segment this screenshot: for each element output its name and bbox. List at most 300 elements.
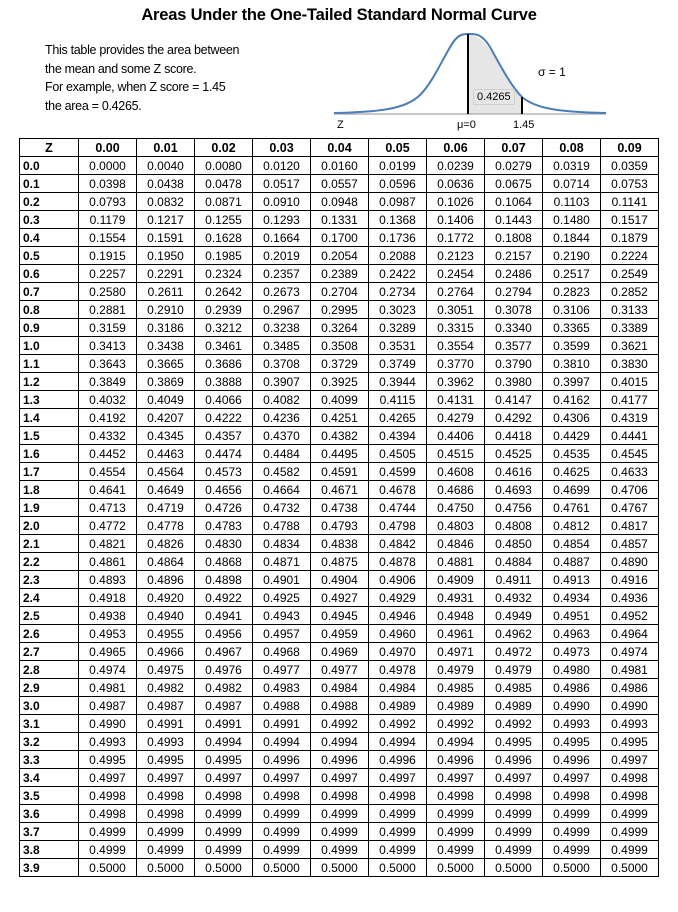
- table-row: [20, 787, 659, 805]
- area-value-cell: 0.1368: [369, 211, 427, 229]
- area-value-cell: 0.4878: [369, 553, 427, 571]
- area-value-cell: 0.4987: [137, 697, 195, 715]
- area-value-cell: 0.4999: [427, 823, 485, 841]
- area-value-cell: 0.4861: [79, 553, 137, 571]
- area-value-cell: 0.4999: [79, 823, 137, 841]
- area-value-cell: 0.4999: [485, 805, 543, 823]
- z-value-cell: 2.7: [20, 643, 79, 661]
- area-value-cell: 0.4994: [369, 733, 427, 751]
- area-value-cell: 0.4957: [253, 625, 311, 643]
- area-value-cell: 0.0832: [137, 193, 195, 211]
- column-header: 0.00: [79, 139, 137, 157]
- z-value-cell: 0.3: [20, 211, 79, 229]
- area-value-cell: 0.1950: [137, 247, 195, 265]
- table-row: [20, 859, 659, 877]
- area-value-cell: 0.4913: [543, 571, 601, 589]
- table-row: [20, 841, 659, 859]
- area-value-cell: 0.3531: [369, 337, 427, 355]
- table-row: [20, 823, 659, 841]
- area-value-cell: 0.4999: [311, 823, 369, 841]
- area-value-cell: 0.4995: [601, 733, 659, 751]
- area-value-cell: 0.4989: [485, 697, 543, 715]
- z-value-cell: 2.0: [20, 517, 79, 535]
- area-value-cell: 0.4976: [195, 661, 253, 679]
- area-value-cell: 0.4131: [427, 391, 485, 409]
- z-value-cell: 1.1: [20, 355, 79, 373]
- area-value-cell: 0.4896: [137, 571, 195, 589]
- z-value-cell: 3.9: [20, 859, 79, 877]
- area-value-cell: 0.1808: [485, 229, 543, 247]
- area-value-cell: 0.4817: [601, 517, 659, 535]
- area-value-cell: 0.4941: [195, 607, 253, 625]
- area-value-cell: 0.4995: [79, 751, 137, 769]
- area-value-cell: 0.4394: [369, 427, 427, 445]
- area-value-cell: 0.3888: [195, 373, 253, 391]
- area-value-cell: 0.4573: [195, 463, 253, 481]
- table-header-row: [20, 139, 659, 157]
- area-value-cell: 0.4963: [543, 625, 601, 643]
- table-row: [20, 697, 659, 715]
- area-value-cell: 0.4998: [601, 787, 659, 805]
- area-value-cell: 0.3133: [601, 301, 659, 319]
- area-value-cell: 0.2611: [137, 283, 195, 301]
- area-value-cell: 0.2190: [543, 247, 601, 265]
- area-value-cell: 0.4370: [253, 427, 311, 445]
- area-value-cell: 0.4998: [543, 787, 601, 805]
- column-header: 0.05: [369, 139, 427, 157]
- area-value-cell: 0.1517: [601, 211, 659, 229]
- area-value-cell: 0.4535: [543, 445, 601, 463]
- z-value-cell: 2.3: [20, 571, 79, 589]
- area-value-cell: 0.4463: [137, 445, 195, 463]
- area-value-cell: 0.4982: [195, 679, 253, 697]
- area-value-cell: 0.4884: [485, 553, 543, 571]
- area-value-cell: 0.4999: [427, 805, 485, 823]
- area-value-cell: 0.4992: [369, 715, 427, 733]
- area-value-cell: 0.4826: [137, 535, 195, 553]
- area-value-cell: 0.4999: [137, 841, 195, 859]
- area-value-cell: 0.4664: [253, 481, 311, 499]
- area-value-cell: 0.3810: [543, 355, 601, 373]
- table-row: [20, 661, 659, 679]
- area-value-cell: 0.3413: [79, 337, 137, 355]
- area-value-cell: 0.4999: [543, 805, 601, 823]
- area-value-cell: 0.2291: [137, 265, 195, 283]
- area-value-cell: 0.4965: [79, 643, 137, 661]
- area-value-cell: 0.2324: [195, 265, 253, 283]
- area-value-cell: 0.4015: [601, 373, 659, 391]
- area-value-cell: 0.0987: [369, 193, 427, 211]
- area-value-cell: 0.2019: [253, 247, 311, 265]
- area-value-cell: 0.0871: [195, 193, 253, 211]
- table-row: [20, 157, 659, 175]
- area-value-cell: 0.4236: [253, 409, 311, 427]
- area-value-cell: 0.1255: [195, 211, 253, 229]
- area-value-cell: 0.4756: [485, 499, 543, 517]
- area-value-cell: 0.4999: [601, 823, 659, 841]
- table-row: [20, 643, 659, 661]
- area-value-cell: 0.4904: [311, 571, 369, 589]
- area-value-cell: 0.3461: [195, 337, 253, 355]
- area-value-cell: 0.4990: [601, 697, 659, 715]
- area-value-cell: 0.4973: [543, 643, 601, 661]
- area-value-cell: 0.4608: [427, 463, 485, 481]
- area-value-cell: 0.4032: [79, 391, 137, 409]
- area-value-cell: 0.4515: [427, 445, 485, 463]
- area-value-cell: 0.4961: [427, 625, 485, 643]
- area-value-cell: 0.4641: [79, 481, 137, 499]
- area-value-cell: 0.4429: [543, 427, 601, 445]
- area-value-cell: 0.4699: [543, 481, 601, 499]
- area-value-cell: 0.1217: [137, 211, 195, 229]
- area-value-cell: 0.4997: [311, 769, 369, 787]
- area-value-cell: 0.4971: [427, 643, 485, 661]
- area-value-cell: 0.4898: [195, 571, 253, 589]
- area-value-cell: 0.4474: [195, 445, 253, 463]
- area-value-cell: 0.4936: [601, 589, 659, 607]
- area-value-cell: 0.4693: [485, 481, 543, 499]
- column-header: 0.02: [195, 139, 253, 157]
- area-value-cell: 0.4838: [311, 535, 369, 553]
- area-value-cell: 0.4625: [543, 463, 601, 481]
- area-value-cell: 0.4920: [137, 589, 195, 607]
- area-value-cell: 0.4783: [195, 517, 253, 535]
- area-value-cell: 0.4854: [543, 535, 601, 553]
- table-row: [20, 463, 659, 481]
- area-value-cell: 0.5000: [311, 859, 369, 877]
- area-value-cell: 0.4726: [195, 499, 253, 517]
- area-value-cell: 0.4049: [137, 391, 195, 409]
- area-value-cell: 0.3212: [195, 319, 253, 337]
- area-value-cell: 0.3980: [485, 373, 543, 391]
- z-value-cell: 0.7: [20, 283, 79, 301]
- area-value-cell: 0.4993: [137, 733, 195, 751]
- area-value-cell: 0.1406: [427, 211, 485, 229]
- area-value-cell: 0.4633: [601, 463, 659, 481]
- table-row: [20, 481, 659, 499]
- area-value-cell: 0.1026: [427, 193, 485, 211]
- area-value-cell: 0.3238: [253, 319, 311, 337]
- area-value-cell: 0.4846: [427, 535, 485, 553]
- area-value-cell: 0.4686: [427, 481, 485, 499]
- area-value-cell: 0.5000: [485, 859, 543, 877]
- area-value-cell: 0.4981: [601, 661, 659, 679]
- area-value-cell: 0.5000: [543, 859, 601, 877]
- z-value-cell: 2.8: [20, 661, 79, 679]
- area-value-cell: 0.0675: [485, 175, 543, 193]
- area-value-cell: 0.4901: [253, 571, 311, 589]
- z-value-cell: 2.6: [20, 625, 79, 643]
- area-value-cell: 0.4997: [601, 751, 659, 769]
- area-value-cell: 0.4452: [79, 445, 137, 463]
- area-value-cell: 0.4956: [195, 625, 253, 643]
- area-value-cell: 0.0438: [137, 175, 195, 193]
- area-value-cell: 0.4999: [253, 823, 311, 841]
- area-value-cell: 0.4649: [137, 481, 195, 499]
- area-value-cell: 0.0160: [311, 157, 369, 175]
- area-value-cell: 0.4995: [137, 751, 195, 769]
- area-value-cell: 0.4999: [485, 841, 543, 859]
- area-value-cell: 0.4999: [369, 823, 427, 841]
- area-value-cell: 0.2910: [137, 301, 195, 319]
- area-value-cell: 0.4345: [137, 427, 195, 445]
- area-value-cell: 0.4986: [543, 679, 601, 697]
- area-value-cell: 0.4998: [311, 787, 369, 805]
- area-value-cell: 0.4955: [137, 625, 195, 643]
- area-value-cell: 0.2486: [485, 265, 543, 283]
- area-value-cell: 0.4968: [253, 643, 311, 661]
- area-value-cell: 0.4793: [311, 517, 369, 535]
- area-value-cell: 0.3159: [79, 319, 137, 337]
- table-row: [20, 625, 659, 643]
- description-line: For example, when Z score = 1.45: [45, 80, 226, 95]
- area-value-cell: 0.4970: [369, 643, 427, 661]
- area-value-cell: 0.2517: [543, 265, 601, 283]
- z-value-cell: 1.4: [20, 409, 79, 427]
- area-value-cell: 0.4997: [253, 769, 311, 787]
- area-value-cell: 0.5000: [195, 859, 253, 877]
- area-value-cell: 0.4406: [427, 427, 485, 445]
- area-value-cell: 0.4564: [137, 463, 195, 481]
- area-value-cell: 0.4985: [427, 679, 485, 697]
- area-value-cell: 0.4382: [311, 427, 369, 445]
- area-value-cell: 0.4279: [427, 409, 485, 427]
- area-value-cell: 0.2881: [79, 301, 137, 319]
- z-value-cell: 2.2: [20, 553, 79, 571]
- area-value-cell: 0.3078: [485, 301, 543, 319]
- area-value-cell: 0.1591: [137, 229, 195, 247]
- area-value-cell: 0.4959: [311, 625, 369, 643]
- area-value-cell: 0.3708: [253, 355, 311, 373]
- area-value-cell: 0.3485: [253, 337, 311, 355]
- area-value-cell: 0.4251: [311, 409, 369, 427]
- z-value-cell: 0.1: [20, 175, 79, 193]
- area-value-cell: 0.4998: [137, 787, 195, 805]
- area-value-cell: 0.4949: [485, 607, 543, 625]
- area-value-cell: 0.4999: [543, 841, 601, 859]
- table-row: [20, 283, 659, 301]
- area-value-cell: 0.4887: [543, 553, 601, 571]
- area-value-cell: 0.4857: [601, 535, 659, 553]
- area-value-cell: 0.4744: [369, 499, 427, 517]
- area-value-cell: 0.2357: [253, 265, 311, 283]
- area-value-cell: 0.4964: [601, 625, 659, 643]
- area-value-cell: 0.4977: [253, 661, 311, 679]
- area-value-cell: 0.1736: [369, 229, 427, 247]
- area-value-cell: 0.4850: [485, 535, 543, 553]
- area-value-cell: 0.4991: [253, 715, 311, 733]
- area-value-cell: 0.4713: [79, 499, 137, 517]
- area-value-cell: 0.4999: [253, 805, 311, 823]
- z-value-cell: 0.0: [20, 157, 79, 175]
- area-value-cell: 0.4778: [137, 517, 195, 535]
- area-value-cell: 0.4983: [253, 679, 311, 697]
- area-value-cell: 0.4788: [253, 517, 311, 535]
- area-value-cell: 0.4719: [137, 499, 195, 517]
- area-value-cell: 0.3643: [79, 355, 137, 373]
- area-value-cell: 0.0948: [311, 193, 369, 211]
- area-value-cell: 0.4834: [253, 535, 311, 553]
- area-value-cell: 0.4177: [601, 391, 659, 409]
- area-value-cell: 0.4999: [485, 823, 543, 841]
- area-value-cell: 0.4319: [601, 409, 659, 427]
- z-value-cell: 0.4: [20, 229, 79, 247]
- area-value-cell: 0.3686: [195, 355, 253, 373]
- area-value-cell: 0.2642: [195, 283, 253, 301]
- area-value-cell: 0.4990: [79, 715, 137, 733]
- table-row: [20, 607, 659, 625]
- area-value-cell: 0.4994: [195, 733, 253, 751]
- area-value-cell: 0.2764: [427, 283, 485, 301]
- area-value-cell: 0.4992: [311, 715, 369, 733]
- table-row: [20, 265, 659, 283]
- axis-label-score: 1.45: [513, 119, 535, 131]
- area-value-cell: 0.4999: [601, 805, 659, 823]
- area-value-cell: 0.4979: [485, 661, 543, 679]
- area-value-cell: 0.3577: [485, 337, 543, 355]
- area-value-cell: 0.3554: [427, 337, 485, 355]
- area-value-cell: 0.3749: [369, 355, 427, 373]
- area-value-cell: 0.1554: [79, 229, 137, 247]
- area-value-cell: 0.5000: [601, 859, 659, 877]
- area-value-cell: 0.3264: [311, 319, 369, 337]
- column-header-z: Z: [20, 139, 79, 157]
- area-value-cell: 0.4761: [543, 499, 601, 517]
- area-value-cell: 0.3599: [543, 337, 601, 355]
- table-row: [20, 193, 659, 211]
- area-value-cell: 0.4995: [543, 733, 601, 751]
- area-value-cell: 0.3023: [369, 301, 427, 319]
- area-value-cell: 0.0753: [601, 175, 659, 193]
- area-value-cell: 0.2088: [369, 247, 427, 265]
- area-value-cell: 0.3770: [427, 355, 485, 373]
- area-value-cell: 0.4945: [311, 607, 369, 625]
- area-value-cell: 0.4987: [79, 697, 137, 715]
- area-value-cell: 0.1443: [485, 211, 543, 229]
- area-value-cell: 0.4911: [485, 571, 543, 589]
- table-row: [20, 175, 659, 193]
- area-value-cell: 0.0636: [427, 175, 485, 193]
- area-value-cell: 0.2389: [311, 265, 369, 283]
- area-value-cell: 0.4418: [485, 427, 543, 445]
- area-value-cell: 0.4960: [369, 625, 427, 643]
- area-value-cell: 0.4505: [369, 445, 427, 463]
- area-value-cell: 0.4772: [79, 517, 137, 535]
- area-value-cell: 0.4875: [311, 553, 369, 571]
- area-value-cell: 0.1985: [195, 247, 253, 265]
- table-row: [20, 589, 659, 607]
- area-value-cell: 0.2967: [253, 301, 311, 319]
- z-value-cell: 0.2: [20, 193, 79, 211]
- area-value-cell: 0.4292: [485, 409, 543, 427]
- area-value-cell: 0.0000: [79, 157, 137, 175]
- area-value-cell: 0.4972: [485, 643, 543, 661]
- area-value-cell: 0.0359: [601, 157, 659, 175]
- area-value-cell: 0.4599: [369, 463, 427, 481]
- area-value-cell: 0.4998: [253, 787, 311, 805]
- z-value-cell: 3.8: [20, 841, 79, 859]
- area-value-cell: 0.4099: [311, 391, 369, 409]
- area-value-cell: 0.3790: [485, 355, 543, 373]
- z-value-cell: 1.2: [20, 373, 79, 391]
- area-value-cell: 0.4998: [601, 769, 659, 787]
- area-value-cell: 0.4750: [427, 499, 485, 517]
- area-value-cell: 0.4988: [253, 697, 311, 715]
- area-value-cell: 0.4998: [195, 787, 253, 805]
- table-row: [20, 427, 659, 445]
- area-value-cell: 0.4808: [485, 517, 543, 535]
- area-value-cell: 0.3665: [137, 355, 195, 373]
- description-line: This table provides the area between: [45, 43, 240, 57]
- area-value-cell: 0.1103: [543, 193, 601, 211]
- z-value-cell: 1.9: [20, 499, 79, 517]
- area-value-cell: 0.4999: [427, 841, 485, 859]
- area-value-cell: 0.1293: [253, 211, 311, 229]
- area-value-cell: 0.1664: [253, 229, 311, 247]
- area-value-cell: 0.4192: [79, 409, 137, 427]
- column-header: 0.09: [601, 139, 659, 157]
- description: [45, 41, 239, 116]
- area-value-cell: 0.5000: [137, 859, 195, 877]
- area-value-cell: 0.4554: [79, 463, 137, 481]
- area-value-cell: 0.4998: [79, 805, 137, 823]
- area-value-cell: 0.4306: [543, 409, 601, 427]
- area-value-cell: 0.3907: [253, 373, 311, 391]
- area-value-cell: 0.4732: [253, 499, 311, 517]
- area-value-cell: 0.4953: [79, 625, 137, 643]
- column-header: 0.06: [427, 139, 485, 157]
- table-row: [20, 517, 659, 535]
- description-line: the mean and some Z score.: [45, 61, 197, 76]
- z-value-cell: 0.6: [20, 265, 79, 283]
- area-value-cell: 0.3438: [137, 337, 195, 355]
- column-header: 0.03: [253, 139, 311, 157]
- area-value-cell: 0.4977: [311, 661, 369, 679]
- table-body: [20, 157, 659, 877]
- area-value-cell: 0.4948: [427, 607, 485, 625]
- table-row: [20, 445, 659, 463]
- area-value-cell: 0.4999: [195, 805, 253, 823]
- area-value-cell: 0.5000: [79, 859, 137, 877]
- table-row: [20, 337, 659, 355]
- z-value-cell: 0.9: [20, 319, 79, 337]
- area-value-cell: 0.1480: [543, 211, 601, 229]
- area-value-cell: 0.3869: [137, 373, 195, 391]
- area-value-cell: 0.4990: [543, 697, 601, 715]
- area-value-cell: 0.4767: [601, 499, 659, 517]
- area-value-cell: 0.4441: [601, 427, 659, 445]
- area-value-cell: 0.0557: [311, 175, 369, 193]
- column-header: 0.04: [311, 139, 369, 157]
- area-value-cell: 0.4842: [369, 535, 427, 553]
- z-value-cell: 3.6: [20, 805, 79, 823]
- area-value-cell: 0.4999: [311, 805, 369, 823]
- z-value-cell: 3.4: [20, 769, 79, 787]
- area-value-cell: 0.2794: [485, 283, 543, 301]
- area-value-cell: 0.0040: [137, 157, 195, 175]
- area-value-cell: 0.4868: [195, 553, 253, 571]
- area-value-cell: 0.4993: [543, 715, 601, 733]
- area-value-cell: 0.4974: [601, 643, 659, 661]
- z-value-cell: 0.5: [20, 247, 79, 265]
- area-value-cell: 0.4981: [79, 679, 137, 697]
- area-value-cell: 0.4975: [137, 661, 195, 679]
- area-value-cell: 0.3340: [485, 319, 543, 337]
- area-value-cell: 0.4830: [195, 535, 253, 553]
- z-value-cell: 2.9: [20, 679, 79, 697]
- area-value-cell: 0.4969: [311, 643, 369, 661]
- z-value-cell: 3.2: [20, 733, 79, 751]
